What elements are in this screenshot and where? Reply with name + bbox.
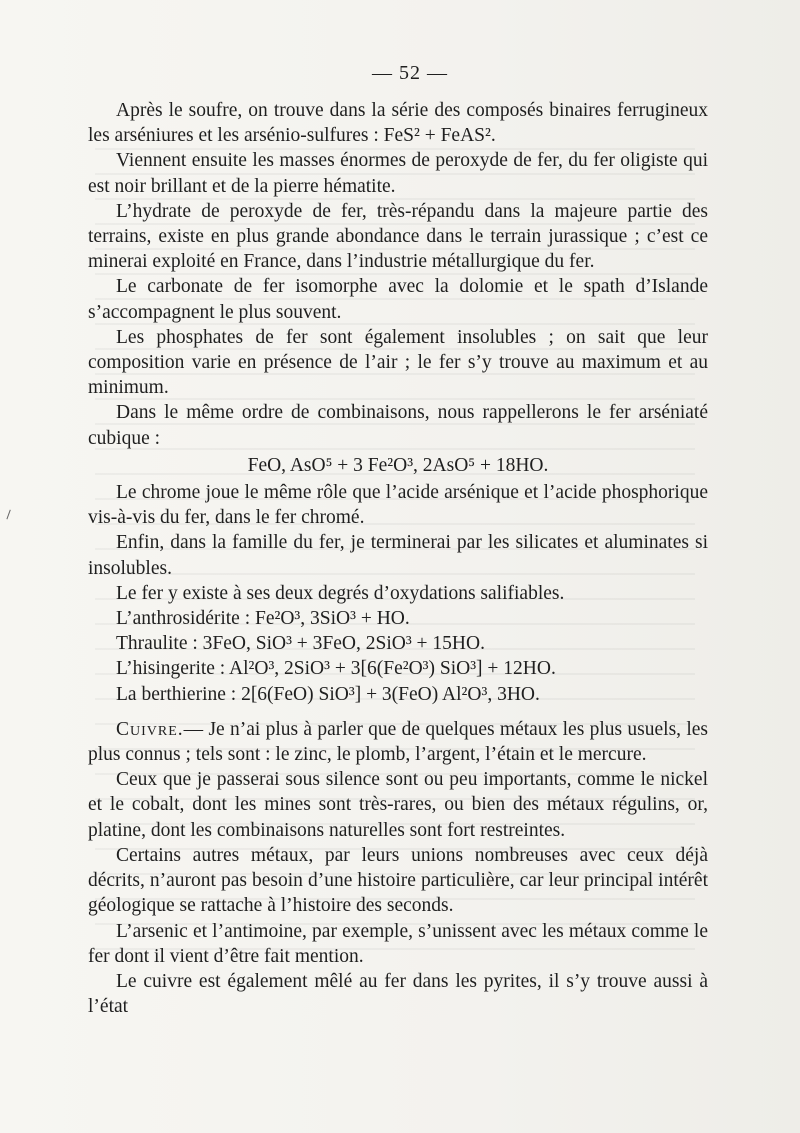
section-paragraph bbox=[88, 717, 708, 767]
paragraph: Viennent ensuite les masses énormes de peroxyde de fer, du fer oligiste qui est noir brillant et de la pierre hématite. bbox=[88, 150, 708, 197]
section-text: — Je n’ai plus à parler que de quelques métaux les plus usuels, les plus connus ; tels sont : le zinc, le plomb, l’argent, l’étain et le mercure. bbox=[88, 718, 708, 766]
paragraph: L’hydrate de peroxyde de fer, très-répandu dans la majeure partie des terrains, existe en plus grande abondance dans le terrain jurassique ; c’est ce minerai exploité en France, dans l’industrie métallurgique du fer. bbox=[88, 200, 708, 273]
mineral-formula: Thraulite : 3FeO, SiO³ + 3FeO, 2SiO³ + 15HO. bbox=[116, 633, 485, 655]
paragraph: Le fer y existe à ses deux degrés d’oxydations salifiables. bbox=[116, 582, 565, 604]
paragraph: Enfin, dans la famille du fer, je terminerai par les silicates et aluminates si insolubles. bbox=[88, 532, 708, 579]
paragraph: Certains autres métaux, par leurs unions nombreuses avec ceux déjà décrits, n’auront pas besoin d’une histoire particulière, car leur principal intérêt géologique se rattache à l’histoire des seconds. bbox=[88, 844, 708, 917]
paragraph: Ceux que je passerai sous silence sont ou peu importants, comme le nickel et le cobalt, dont les mines sont très-rares, ou bien des métaux régulins, or, platine, dont les combinaisons naturelles sont fort restreintes. bbox=[88, 769, 708, 841]
paragraph: Les phosphates de fer sont également insolubles ; on sait que leur composition varie en présence de l’air ; le fer s’y trouve au maximum et au minimum. bbox=[88, 326, 708, 399]
margin-mark bbox=[6, 510, 13, 521]
paragraph: Après le soufre, on trouve dans la série des composés binaires ferrugineux les arséniures et les arsénio-sulfures : FeS² + FeAS². bbox=[88, 100, 708, 147]
page-number: — 52 — bbox=[372, 62, 448, 84]
mineral-formula: L’anthrosidérite : Fe²O³, 3SiO³ + HO. bbox=[116, 608, 410, 630]
paragraph: Le chrome joue le même rôle que l’acide arsénique et l’acide phosphorique vis-à-vis du fer, dans le fer chromé. bbox=[88, 482, 708, 529]
body-text bbox=[88, 98, 708, 1019]
mineral-formula: L’hisingerite : Al²O³, 2SiO³ + 3[6(Fe²O³) SiO³] + 12HO. bbox=[116, 658, 556, 680]
mineral-formula: La berthierine : 2[6(FeO) SiO³] + 3(FeO) Al²O³, 3HO. bbox=[116, 683, 540, 705]
section-gap bbox=[88, 707, 708, 717]
paragraph: Le carbonate de fer isomorphe avec la dolomie et le spath d’Islande s’accompagnent le plus souvent. bbox=[88, 276, 708, 323]
paragraph: Dans le même ordre de combinaisons, nous rappellerons le fer arséniaté cubique : bbox=[88, 402, 708, 449]
formula: FeO, AsO⁵ + 3 Fe²O³, 2AsO⁵ + 18HO. bbox=[247, 454, 549, 476]
paragraph: Le cuivre est également mêlé au fer dans les pyrites, il s’y trouve aussi à l’état bbox=[88, 970, 708, 1018]
section-heading: Cuivre. bbox=[116, 718, 184, 740]
paragraph: L’arsenic et l’antimoine, par exemple, s’unissent avec les métaux comme le fer dont il vient d’être fait mention. bbox=[88, 920, 708, 967]
